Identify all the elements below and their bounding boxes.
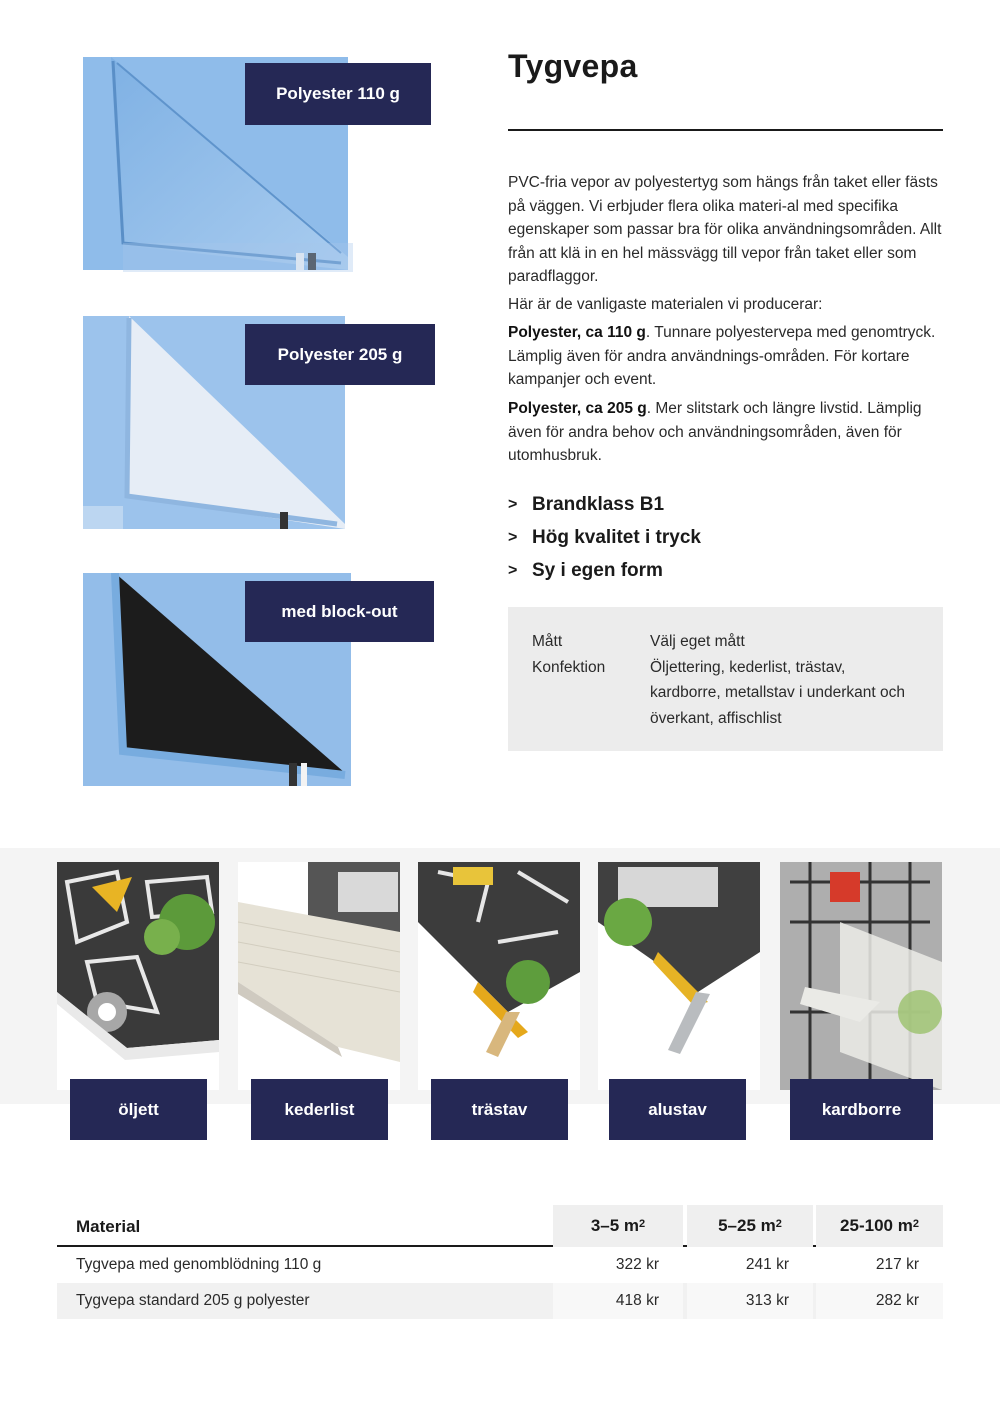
grommet-photo	[57, 862, 219, 1090]
keder-photo	[238, 862, 400, 1090]
spec-key: Mått	[532, 633, 563, 650]
material-name: Polyester, ca 110 g	[508, 324, 646, 341]
swatch-polyester-205-label: Polyester 205 g	[245, 324, 435, 385]
price-column-header: 25-100 m $^2$	[816, 1205, 943, 1247]
intro-paragraph: PVC-fria vepor av polyestertyg som hängs från taket eller fästs på väggen. Vi erbjuder flera olika materi-al med specifika egenskaper som passar bra för olika användningsområden. Allt från att klä in en hel mässvägg till vepor från taket eller som paradflaggor.	[508, 174, 942, 285]
specs-panel	[508, 607, 943, 751]
price-table-header	[57, 1205, 943, 1247]
price-table	[57, 1205, 943, 1319]
price-cell: 313 kr	[687, 1283, 813, 1319]
price-cell: 282 kr	[816, 1283, 943, 1319]
finish-label-oljett: öljett	[70, 1079, 207, 1140]
chevron-right-icon: >	[508, 495, 518, 513]
price-cell: 217 kr	[875, 1256, 919, 1273]
row-name: Tygvepa standard 205 g polyester	[76, 1292, 310, 1309]
material-text: . Tunnare polyestervepa med genomtryck. Lämplig även för andra användnings-områden. För kortare kampanjer och event.	[508, 324, 936, 388]
feature-item: > Brandklass B1	[508, 493, 665, 515]
chevron-right-icon: >	[508, 528, 518, 546]
velcro-photo	[780, 862, 942, 1090]
wooden-rod-photo	[418, 862, 580, 1090]
finish-label-kardborre: kardborre	[790, 1079, 933, 1140]
feature-item: > Sy i egen form	[508, 559, 663, 581]
material-text: . Mer slitstark och längre livstid. Lämplig även för andra behov och användningsområden, även för utomhusbruk.	[508, 400, 922, 464]
material-description-110	[508, 321, 948, 392]
spec-key: Konfektion	[532, 658, 606, 676]
feature-list	[508, 488, 943, 587]
spec-value: Välj eget mått	[650, 633, 745, 650]
finish-label-kederlist: kederlist	[251, 1079, 388, 1140]
material-name: Polyester, ca 205 g	[508, 400, 647, 417]
feature-item: > Hög kvalitet i tryck	[508, 526, 701, 548]
material-description-205	[508, 397, 948, 468]
material-column-header: Material	[76, 1217, 141, 1236]
swatch-polyester-110-label: Polyester 110 g	[245, 63, 431, 125]
price-cell: 418 kr	[553, 1283, 683, 1319]
materials-lead: Här är de vanligaste materialen vi producerar:	[508, 296, 823, 313]
title-divider	[508, 129, 943, 131]
swatch-block-out-label: med block-out	[245, 581, 434, 642]
table-row	[57, 1283, 943, 1319]
chevron-right-icon: >	[508, 561, 518, 579]
price-cell: 322 kr	[615, 1256, 659, 1273]
finish-label-trastav: trästav	[431, 1079, 568, 1140]
page-title: Tygvepa	[508, 48, 638, 84]
spec-row	[532, 629, 919, 655]
spec-row	[532, 655, 919, 732]
spec-value: Öljettering, kederlist, trästav, kardborre, metallstav i underkant och överkant, affischlist	[650, 658, 906, 727]
price-column-header: 3–5 m $^2$	[553, 1205, 683, 1247]
aluminium-rod-photo	[598, 862, 760, 1090]
price-column-header: 5–25 m $^2$	[687, 1205, 813, 1247]
row-name: Tygvepa med genomblödning 110 g	[76, 1256, 322, 1273]
price-cell: 241 kr	[745, 1256, 789, 1273]
table-row	[57, 1247, 943, 1283]
finish-label-alustav: alustav	[609, 1079, 746, 1140]
